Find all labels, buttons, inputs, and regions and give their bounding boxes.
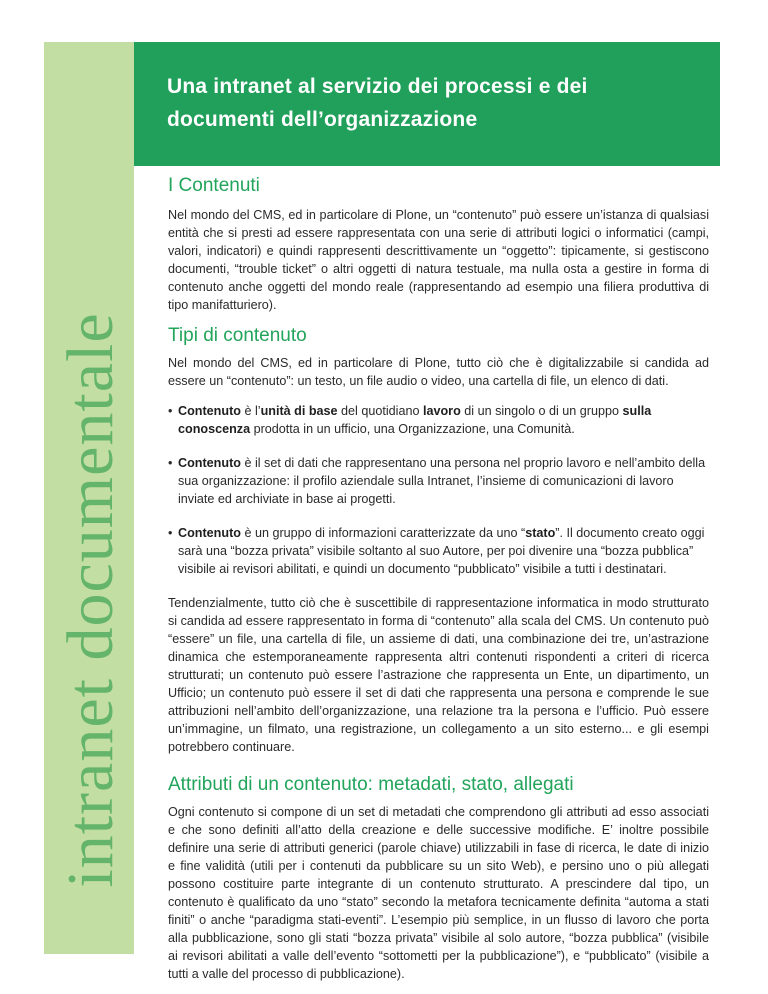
page-title-line-1: Una intranet al servizio dei processi e dei <box>167 75 588 98</box>
list-item: • Contenuto è un gruppo di informazioni caratterizzate da uno “stato”. Il documento creato oggi sarà una “bozza privata” visibile soltanto al suo Autore, per poi divenire una “bozza pubblica” visibile ai revisori abilitati, e quindi un documento “pubblicato” visibile a tutti i destinatari. <box>168 526 705 576</box>
page-title <box>167 70 707 136</box>
bullet-list <box>168 402 709 578</box>
section-title-attributi: Attributi di un contenuto: metadati, stato, allegati <box>168 774 574 795</box>
sidebar-vertical-title: intranet documentale <box>54 312 127 888</box>
section-text-attributi: Ogni contenuto si compone di un set di metadati che comprendono gli attributi ad esso associati e che sono definiti all’atto della creazione e delle successive modifiche. E’ inoltre possibile definire una serie di attributi generici (parole chiave) utilizzabili in fase di ricerca, le date di inizio e fine validità (utili per i contenuti da pubblicare su un sito Web), e persino uno o più allegati possono costituire parte integrante di un contenuto strutturato. A prescindere dal tipo, un contenuto è qualificato da uno “stato” secondo la metafora tecnicamente definita “automa a stati finiti” o anche “paradigma stati-eventi”. L’esempio più semplice, in un flusso di lavoro che porta alla pubblicazione, sono gli stati “bozza privata” visibile al solo autore, “bozza pubblica” (visibile ai revisori abilitati a valle dell’evento “sottometti per la pubblicazione”), e “pubblicato” (visibile a tutti a valle del processo di pubblicazione). <box>168 805 709 981</box>
list-item: • Contenuto è l’unità di base del quotidiano lavoro di un singolo o di un gruppo sulla conoscenza prodotta in un ufficio, una Organizzazione, una Comunità. <box>168 404 652 436</box>
main-content <box>168 174 709 983</box>
list-item: • Contenuto è il set di dati che rappresentano una persona nel proprio lavoro e nell’ambito della sua organizzazione: il profilo aziendale sulla Intranet, l’insieme di comunicazioni di lavoro inviate ed archiviate in base ai progetti. <box>168 456 706 506</box>
page-title-line-2: documenti dell’organizzazione <box>167 108 478 131</box>
bullet-icon: • <box>168 404 173 418</box>
section-title-contenuti: I Contenuti <box>168 175 260 196</box>
bullet-icon: • <box>168 526 173 540</box>
section-title-tipi: Tipi di contenuto <box>168 325 307 346</box>
section-intro-tipi: Nel mondo del CMS, ed in particolare di Plone, tutto ciò che è digitalizzabile si candida ad essere un “contenuto”: un testo, un file audio o video, una cartella di file, un elenco di dati. <box>168 356 709 388</box>
section-paragraph-tipi: Tendenzialmente, tutto ciò che è suscettibile di rappresentazione informatica in modo strutturato si candida ad essere rappresentato in forma di “contenuto” alla scala del CMS. Un contenuto può “essere” un file, una cartella di file, un assieme di dati, una combinazione dei tre, un’astrazione dinamica che estemporaneamente rappresenta altri contenuti rispondenti a criteri di ricerca strutturati; un contenuto può essere l’astrazione che rappresenta un Ente, un dipartimento, un Ufficio; un contenuto può essere il set di dati che rappresenta una persona e comprende le sue attribuzioni nell’ambito dell’organizzazione, una relazione tra la persona e l’ufficio. Può essere un’immagine, un filmato, una registrazione, un collegamento a un sito esterno... e gli esempi potrebbero continuare. <box>168 596 709 754</box>
section-text-contenuti: Nel mondo del CMS, ed in particolare di Plone, un “contenuto” può essere un’istanza di qualsiasi entità che si presti ad essere rappresentata con una serie di attributi logici o informatici (campi, valori, indicatori) e quindi rappresenti descrittivamente un “oggetto”: tipicamente, si gestiscono documenti, “trouble ticket” o altri oggetti di natura testuale, ma nulla osta a gestire in forma di contenuto anche oggetti del mondo reale (rappresentando ad esempio una filiera produttiva di tipo manifatturiero). <box>168 208 709 312</box>
bullet-icon: • <box>168 456 173 470</box>
